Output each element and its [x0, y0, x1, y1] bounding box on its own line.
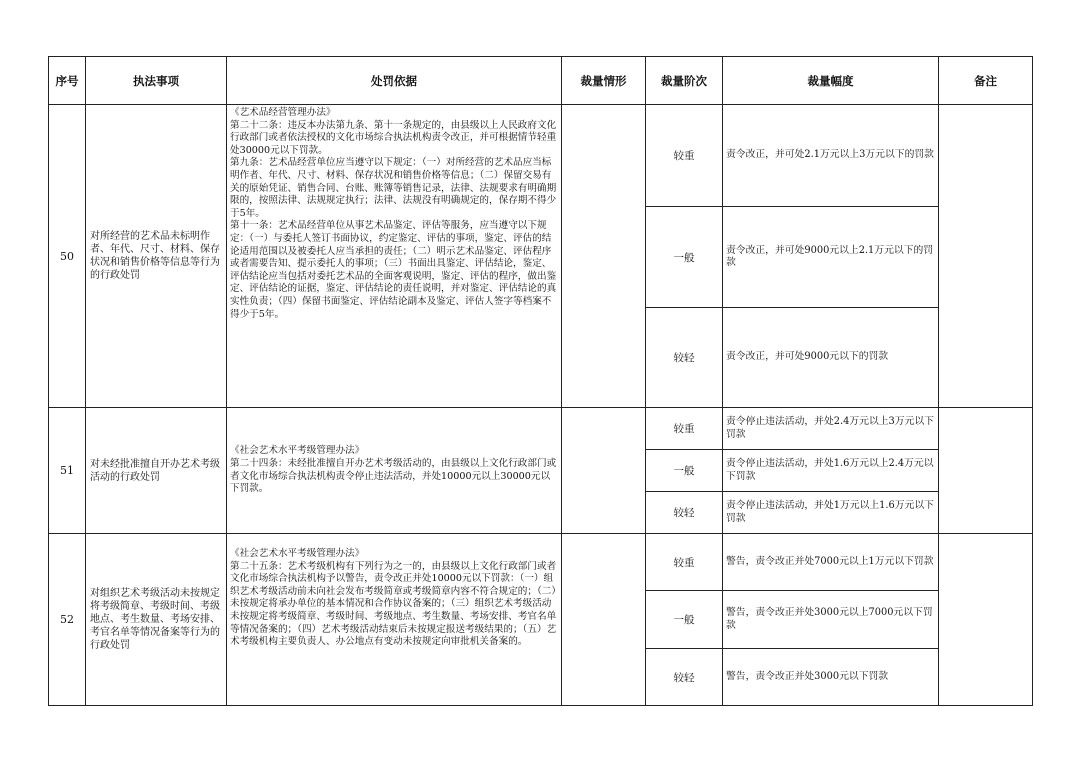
discretion-range: 责令停止违法活动，并处2.4万元以上3万元以下罚款 [723, 408, 939, 450]
penalty-discretion-table [48, 56, 1033, 706]
discretion-level: 一般 [646, 591, 723, 649]
discretion-situation [562, 105, 646, 408]
discretion-range: 责令停止违法活动，并处1.6万元以上2.4万元以下罚款 [723, 450, 939, 492]
penalty-basis [227, 408, 562, 534]
table-row [49, 534, 1033, 591]
discretion-level: 一般 [646, 207, 723, 308]
remark-cell [939, 105, 1033, 408]
discretion-range: 责令改正，并可处9000元以上2.1万元以下的罚款 [723, 207, 939, 308]
enforcement-item: 对未经批准擅自开办艺术考级活动的行政处罚 [86, 408, 227, 534]
discretion-range: 警告，责令改正并处3000元以上7000元以下罚款 [723, 591, 939, 649]
header-item: 执法事项 [86, 57, 227, 105]
table-row [49, 105, 1033, 207]
discretion-level: 较轻 [646, 308, 723, 408]
remark-cell [939, 408, 1033, 534]
discretion-range: 责令停止违法活动，并处1万元以上1.6万元以下罚款 [723, 492, 939, 534]
penalty-basis-text: 《社会艺术水平考级管理办法》 第二十四条：未经批准擅自开办艺术考级活动的，由县级以上文化行政部门或者文化市场综合执法机构责令停止违法活动，并处10000元以上30000元以下罚款。 [230, 445, 557, 495]
discretion-level: 较重 [646, 534, 723, 591]
table-row [49, 408, 1033, 450]
header-situation: 裁量情形 [562, 57, 646, 105]
penalty-basis-text: 《艺术品经营管理办法》 第二十二条：违反本办法第九条、第十一条规定的，由县级以上人民政府文化行政部门或者依法授权的文化市场综合执法机构责令改正，并可根据情节轻重处30000元以下罚款。 第九条：艺术品经营单位应当遵守以下规定：（一）对所经营的艺术品应当标明作者、年代、尺寸、材料、保存状况和销售价格等信息；（二）保留交易有关的原始凭证、销售合同、台账、账簿等销售记录，法律、法规要求有明确期限的，按照法律、法规规定执行；法律、法规没有明确规定的，保存期不得少于5年。 第十一条：艺术品经营单位从事艺术品鉴定、评估等服务，应当遵守以下规定：（一）与委托人签订书面协议，约定鉴定、评估的事项，鉴定、评估的结论适用范围以及被委托人应当承担的责任；（二）明示艺术品鉴定、评估程序或者需要告知、提示委托人的事项；（三）书面出具鉴定、评估结论，鉴定、评估结论应当包括对委托艺术品的全面客观说明，鉴定、评估的程序，做出鉴定、评估结论的证据，鉴定、评估结论的责任说明，并对鉴定、评估结论的真实性负责；（四）保留书面鉴定、评估结论副本及鉴定、评估人签字等档案不得少于5年。 [230, 107, 557, 320]
discretion-range: 警告，责令改正并处3000元以下罚款 [723, 649, 939, 706]
discretion-range: 警告，责令改正并处7000元以上1万元以下罚款 [723, 534, 939, 591]
discretion-situation [562, 534, 646, 706]
row-number: 51 [49, 408, 86, 534]
header-range: 裁量幅度 [723, 57, 939, 105]
header-basis: 处罚依据 [227, 57, 562, 105]
discretion-level: 一般 [646, 450, 723, 492]
penalty-basis [227, 105, 562, 408]
discretion-level: 较轻 [646, 649, 723, 706]
discretion-situation [562, 408, 646, 534]
header-row [49, 57, 1033, 105]
header-level: 裁量阶次 [646, 57, 723, 105]
row-number: 50 [49, 105, 86, 408]
discretion-range: 责令改正，并可处2.1万元以上3万元以下的罚款 [723, 105, 939, 207]
header-note: 备注 [939, 57, 1033, 105]
discretion-level: 较重 [646, 408, 723, 450]
discretion-level: 较轻 [646, 492, 723, 534]
remark-cell [939, 534, 1033, 706]
penalty-basis [227, 534, 562, 706]
enforcement-item: 对组织艺术考级活动未按规定将考级简章、考级时间、考级地点、考生数量、考场安排、考官名单等情况备案等行为的行政处罚 [86, 534, 227, 706]
header-no: 序号 [49, 57, 86, 105]
row-number: 52 [49, 534, 86, 706]
penalty-basis-text: 《社会艺术水平考级管理办法》 第二十五条：艺术考级机构有下列行为之一的，由县级以上文化行政部门或者文化市场综合执法机构予以警告，责令改正并处10000元以下罚款：（一）组织艺术考级活动前未向社会发布考级简章或考级简章内容不符合规定的；（二）未按规定将承办单位的基本情况和合作协议备案的；（三）组织艺术考级活动未按规定将考级简章、考级时间、考级地点、考生数量、考场安排、考官名单等情况备案的；（四）艺术考级活动结束后未按规定报送考级结果的；（五）艺术考级机构主要负责人、办公地点有变动未按规定向审批机关备案的。 [230, 548, 557, 648]
discretion-level: 较重 [646, 105, 723, 207]
discretion-range: 责令改正，并可处9000元以下的罚款 [723, 308, 939, 408]
enforcement-item: 对所经营的艺术品未标明作者、年代、尺寸、材料、保存状况和销售价格等信息等行为的行政处罚 [86, 105, 227, 408]
